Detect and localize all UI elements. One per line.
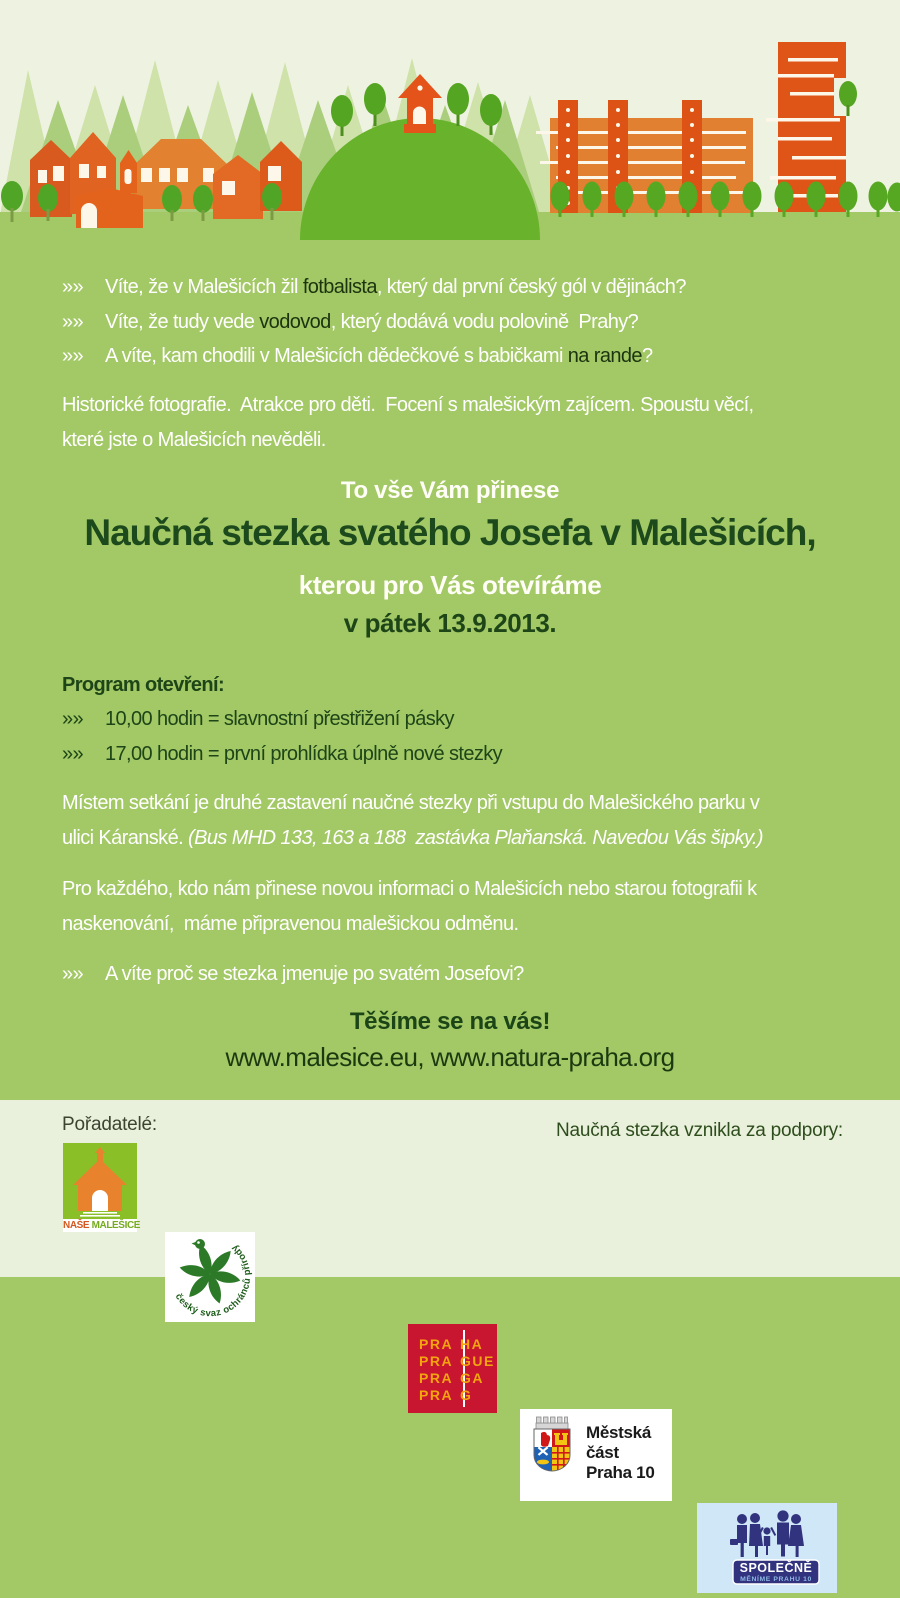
question-text: Víte, že v Malešicích žil fotbalista, který dal první český gól v dějinách? (105, 270, 686, 305)
logo-footer (0, 1100, 900, 1277)
csop-bird-head (192, 1239, 206, 1249)
organizers-label: Pořadatelé: (62, 1114, 157, 1136)
chevron-marker: »» (62, 957, 105, 992)
chevron-marker: »» (62, 702, 105, 737)
program-item-text: 17,00 hodin = první prohlídka úplně nové stezky (105, 737, 502, 772)
praha-logo (408, 1324, 497, 1413)
closing-line: Těšíme se na vás! (0, 1008, 900, 1036)
program-heading: Program otevření: (62, 668, 224, 703)
supporters-label: Naučná stezka vznikla za podpory: (556, 1120, 843, 1142)
nase-malesice-house-icon (63, 1143, 137, 1219)
features-paragraph: Historické fotografie. Atrakce pro děti. Focení s malešickým zajícem. Spoustu věcí, které jste o Malešicích nevěděli. (62, 388, 754, 457)
praha10-coat-of-arms (520, 1409, 584, 1501)
website-links: www.malesice.eu, www.natura-praha.org (0, 1042, 900, 1073)
spolecne-logo-title: SPOLEČNĚ (740, 1560, 813, 1575)
chevron-marker: »» (62, 305, 105, 340)
poster-body (0, 240, 900, 1100)
csop-logo (165, 1232, 255, 1322)
final-question-text: A víte proč se stezka jmenuje po svatém Josefovi? (105, 957, 524, 992)
program-list (62, 702, 502, 771)
nase-malesice-logo-text: NAŠE MALEŠICE (63, 1220, 137, 1231)
csop-arc-text: český svaz ochránců přírody (173, 1242, 253, 1319)
program-item (62, 702, 502, 737)
intro-question (62, 270, 686, 305)
praha10-logo-text: Městská část Praha 10 (586, 1423, 654, 1483)
bus-info: (Bus MHD 133, 163 a 188 zastávka Plaňanská. Navedou Vás šipky.) (188, 827, 763, 849)
intro-question (62, 339, 686, 374)
reward-paragraph: Pro každého, kdo nám přinese novou informaci o Malešicích nebo starou fotografii k naskenování, máme připravenou malešickou odměnu. (62, 872, 757, 941)
chevron-marker: »» (62, 737, 105, 772)
intro-question (62, 305, 686, 340)
spolecne-logo (697, 1503, 837, 1593)
lead-in-line: To vše Vám přinese (0, 477, 900, 505)
question-text: Víte, že tudy vede vodovod, který dodává vodu polovině Prahy? (105, 305, 638, 340)
crown-icon (536, 1417, 568, 1429)
program-item (62, 737, 502, 772)
final-question (62, 957, 524, 992)
poster-title: Naučná stezka svatého Josefa v Malešicích, (0, 512, 900, 554)
village-illustration (0, 0, 900, 240)
praha-logo-rows: PRA HA PRA GUE PRA GA PRA G (408, 1335, 497, 1403)
village-illustration-svg (0, 0, 900, 240)
chevron-marker: »» (62, 339, 105, 374)
event-date: v pátek 13.9.2013. (0, 608, 900, 639)
spolecne-family-icon (697, 1503, 837, 1593)
poster-subtitle: kterou pro Vás otevíráme (0, 570, 900, 601)
nase-malesice-logo (63, 1143, 137, 1232)
program-item-text: 10,00 hodin = slavnostní přestřižení pásky (105, 702, 454, 737)
chevron-marker: »» (62, 270, 105, 305)
spolecne-logo-subtitle: MĚNÍME PRAHU 10 (740, 1574, 812, 1583)
csop-flower-icon (165, 1232, 255, 1322)
praha10-logo (520, 1409, 672, 1501)
question-text: A víte, kam chodili v Malešicích dědečkové s babičkami na rande? (105, 339, 652, 374)
meeting-paragraph: Místem setkání je druhé zastavení naučné stezky při vstupu do Malešického parku v ulici Káranské. (Bus MHD 133, 163 a 188 zastávka Plaňanská. Navedou Vás šipky.) (62, 786, 763, 855)
intro-questions (62, 270, 686, 374)
